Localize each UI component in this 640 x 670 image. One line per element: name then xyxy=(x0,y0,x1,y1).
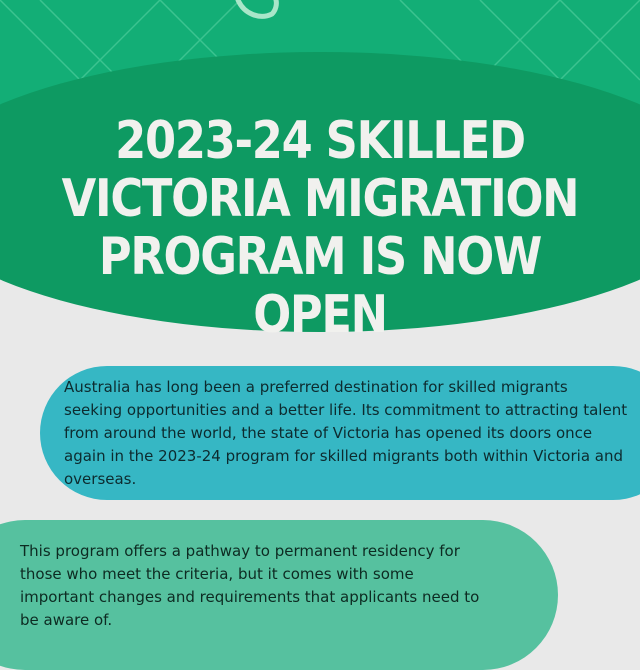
intro-card xyxy=(40,366,640,500)
details-paragraph: This program offers a pathway to permanent residency for those who meet the criteria, but it comes with some important changes and requirements that applicants need to be aware of. xyxy=(20,542,480,629)
intro-paragraph: Australia has long been a preferred destination for skilled migrants seeking opportunities and a better life. Its commitment to attracting talent from around the world, the state of Victoria has opened its doors once again in the 2023-24 program for skilled migrants both within Victoria and overseas. xyxy=(64,378,628,488)
page-title: 2023-24 SKILLED VICTORIA MIGRATION PROGRAM IS NOW OPEN xyxy=(61,111,579,345)
leaf-logo-icon xyxy=(238,0,276,16)
details-card xyxy=(0,520,558,670)
